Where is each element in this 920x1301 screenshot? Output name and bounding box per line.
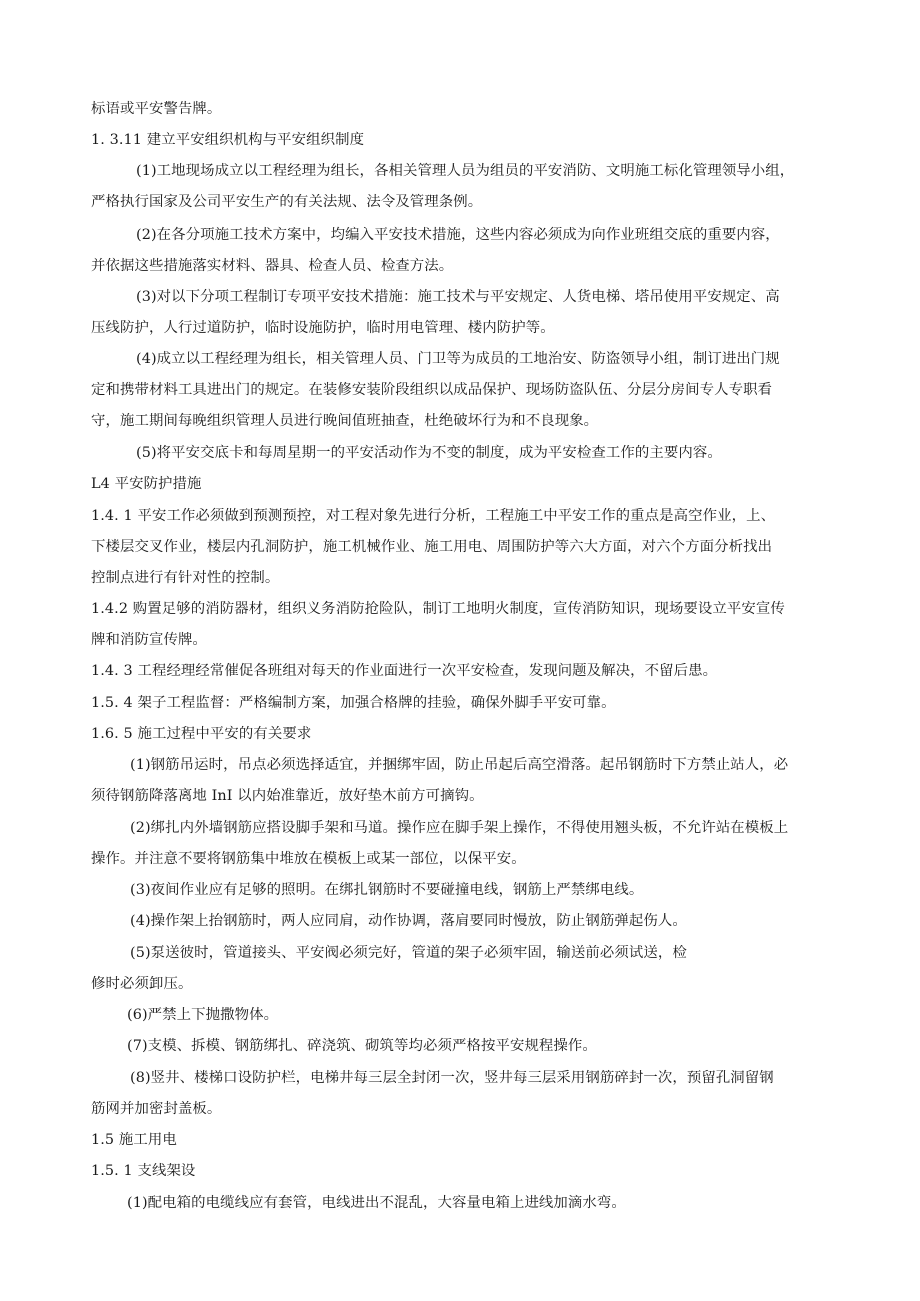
paragraph-line: 1.4.2 购置足够的消防器材，组织义务消防抢险队，制订工地明火制度，宣传消防知识，现场要设立平安宣传: [91, 601, 785, 617]
paragraph-line: (2)在各分项施工技术方案中，均编入平安技术措施，这些内容必须成为向作业班组交底的重要内容，: [136, 227, 780, 243]
paragraph-line: 筋网并加密封盖板。: [91, 1101, 222, 1117]
paragraph-line: (1)钢筋吊运时，吊点必须选择适宜，并捆绑牢固，防止吊起后高空滑落。起吊钢筋时下方禁止站人，必: [130, 757, 789, 773]
paragraph-line: 1.5. 4 架子工程监督：严格编制方案，加强合格牌的挂验，确保外脚手平安可靠。: [91, 695, 616, 711]
paragraph-line: (7)支模、拆模、钢筋绑扎、碎浇筑、砌筑等均必须严格按平安规程操作。: [127, 1038, 597, 1054]
section-heading: L4 平安防护措施: [91, 476, 202, 492]
paragraph-line: (1)配电箱的电缆线应有套管，电线进出不混乱，大容量电箱上进线加滴水弯。: [127, 1195, 626, 1211]
section-heading: 1.5 施工用电: [91, 1132, 177, 1148]
paragraph-line: 牌和消防宣传牌。: [91, 632, 207, 648]
text-line: 标语或平安警告牌。: [91, 101, 222, 117]
paragraph-line: 1.4. 3 工程经理经常催促各班组对每天的作业面进行一次平安检查，发现问题及解决，不留后患。: [91, 663, 718, 679]
paragraph-line: 守，施工期间每晚组织管理人员进行晚间值班抽查，杜绝破坏行为和不良现象。: [91, 413, 599, 429]
paragraph-line: 修时必须卸压。: [91, 976, 193, 992]
paragraph-line: (1)工地现场成立以工程经理为组长，各相关管理人员为组员的平安消防、文明施工标化管理领导小组，: [136, 163, 795, 179]
section-heading: 1.6. 5 施工过程中平安的有关要求: [91, 726, 312, 742]
paragraph-line: 操作。并注意不要将钢筋集中堆放在模板上或某一部位，以保平安。: [91, 851, 526, 867]
paragraph-line: (6)严禁上下抛撒物体。: [127, 1007, 279, 1023]
paragraph-line: (5)将平安交底卡和每周星期一的平安活动作为不变的制度，成为平安检查工作的主要内容。: [136, 445, 722, 461]
paragraph-line: 须待钢筋降落离地 InI 以内始准靠近，放好垫木前方可摘钩。: [91, 788, 484, 804]
paragraph-line: (3)对以下分项工程制订专项平安技术措施：施工技术与平安规定、人货电梯、塔吊使用平安规定、高: [136, 289, 780, 305]
paragraph-line: 压线防护，人行过道防护，临时设施防护，临时用电管理、楼内防护等。: [91, 320, 555, 336]
paragraph-line: 控制点进行有针对性的控制。: [91, 570, 280, 586]
section-heading: 1. 3.11 建立平安组织机构与平安组织制度: [91, 132, 365, 148]
paragraph-line: (3)夜间作业应有足够的照明。在绑扎钢筋时不要碰撞电线，钢筋上严禁绑电线。: [130, 882, 644, 898]
subsection-heading: 1.5. 1 支线架设: [91, 1163, 196, 1179]
paragraph-line: (2)绑扎内外墙钢筋应搭设脚手架和马道。操作应在脚手架上操作，不得使用翘头板，不允许站在模板上: [130, 820, 789, 836]
paragraph-line: (4)操作架上抬钢筋时，两人应同肩，动作协调，落肩要同时慢放，防止钢筋弹起伤人。: [130, 913, 687, 929]
paragraph-line: (5)泵送彼时，管道接头、平安阀必须完好，管道的架子必须牢固，输送前必须试送，检: [130, 945, 687, 961]
paragraph-line: (4)成立以工程经理为组长，相关管理人员、门卫等为成员的工地治安、防盗领导小组，制订进出门规: [136, 351, 780, 367]
paragraph-line: 严格执行国家及公司平安生产的有关法规、法令及管理条例。: [91, 194, 483, 210]
paragraph-line: 定和携带材料工具进出门的规定。在装修安装阶段组织以成品保护、现场防盗队伍、分层分房间专人专职看: [91, 382, 773, 398]
paragraph-line: (8)竖井、楼梯口设防护栏，电梯井每三层全封闭一次，竖井每三层采用钢筋碎封一次，预留孔洞留钢: [130, 1070, 774, 1086]
paragraph-line: 1.4. 1 平安工作必须做到预测预控，对工程对象先进行分析，工程施工中平安工作的重点是高空作业，上、: [91, 508, 776, 524]
paragraph-line: 下楼层交叉作业，楼层内孔洞防护，施工机械作业、施工用电、周围防护等六大方面，对六个方面分析找出: [91, 539, 773, 555]
paragraph-line: 并依据这些措施落实材料、器具、检查人员、检查方法。: [91, 258, 454, 274]
